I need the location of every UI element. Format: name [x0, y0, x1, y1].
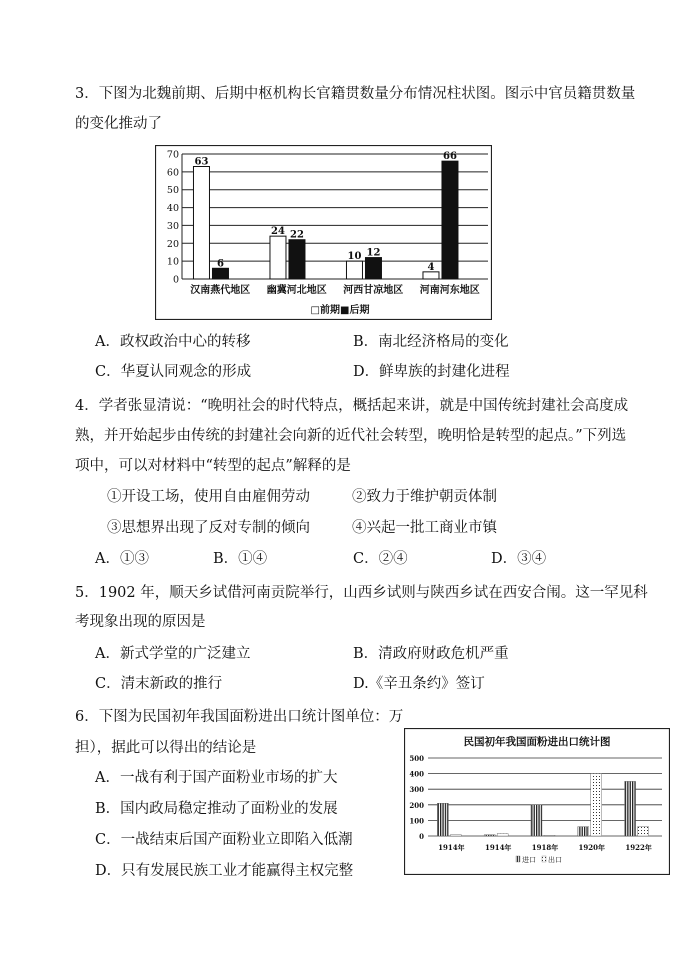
q6-legend-swatch: [542, 856, 546, 862]
q6-bar-进口: [437, 803, 448, 836]
q6-option-b[interactable]: B．国内政局稳定推动了面粉业的发展: [95, 801, 338, 817]
q6-category-label: 1920年: [578, 843, 606, 852]
q5-option-b[interactable]: B．清政府财政危机严重: [353, 646, 509, 662]
q6-legend-label: 进口: [522, 856, 536, 864]
q3-bar-value-label: 6: [216, 258, 224, 270]
q6-y-tick-label: 0: [419, 832, 424, 841]
q4-stem-line2: 熟，并开始起步由传统的封建社会向新的近代社会转型，晚明恰是转型的起点。”下列选: [75, 428, 627, 444]
q6-option-c[interactable]: C．一战结束后国产面粉业立即陷入低潮: [95, 832, 353, 848]
q6-category-label: 1922年: [625, 843, 652, 852]
q4-stem-line3: 项中，可以对材料中“转型的起点”解释的是: [75, 458, 351, 474]
q4-option-d[interactable]: D．③④: [491, 551, 547, 567]
q6-option-d[interactable]: D．只有发展民族工业才能赢得主权完整: [95, 863, 354, 879]
q3-option-a[interactable]: A．政权政治中心的转移: [95, 334, 251, 350]
q3-bar-value-label: 63: [194, 156, 209, 168]
q3-bar-value-label: 12: [366, 247, 381, 259]
q4-option-c[interactable]: C．②④: [353, 551, 408, 567]
q3-bar-前期: [270, 236, 286, 279]
q3-category-label: 河南河东地区: [419, 285, 480, 296]
q6-legend-swatch: [516, 856, 520, 862]
q6-y-tick-label: 200: [409, 800, 424, 810]
q3-option-b[interactable]: B．南北经济格局的变化: [353, 334, 509, 350]
q6-bar-chart: [404, 728, 670, 875]
q3-y-tick-label: 70: [166, 149, 179, 161]
q3-stem-line2: 的变化推动了: [75, 116, 162, 132]
q3-bar-后期: [442, 161, 458, 279]
q3-bar-value-label: 10: [347, 251, 362, 263]
q6-bar-进口: [625, 781, 636, 836]
q6-y-tick-label: 300: [409, 785, 424, 795]
q5-stem-line2: 考现象出现的原因是: [75, 614, 206, 630]
q6-y-tick-label: 400: [409, 769, 424, 779]
q3-category-label: 河西甘凉地区: [343, 285, 404, 296]
q3-bar-后期: [289, 240, 305, 279]
q6-y-tick-label: 100: [409, 816, 424, 826]
q3-bar-前期: [193, 167, 209, 280]
q4-item-1: ①开设工场，使用自由雇佣劳动: [107, 489, 310, 505]
q6-stem-line1: 6．下图为民国初年我国面粉进出口统计图单位：万: [75, 709, 404, 725]
q6-bar-出口: [544, 835, 555, 836]
q3-option-c[interactable]: C．华夏认同观念的形成: [95, 364, 252, 380]
q5-option-c[interactable]: C．清末新政的推行: [95, 676, 223, 692]
q3-y-tick-label: 10: [166, 256, 179, 268]
q3-chart-legend: □前期■后期: [310, 305, 370, 316]
q6-bar-进口: [531, 805, 542, 836]
q5-stem-line1: 5．1902 年，顺天乡试借河南贡院举行，山西乡试则与陕西乡试在西安合闱。这一罕见科: [75, 585, 648, 601]
q6-category-label: 1918年: [531, 843, 559, 852]
q6-bar-出口: [638, 827, 649, 836]
q5-option-d[interactable]: D.《辛丑条约》签订: [353, 676, 485, 692]
q6-stem-line2: 担），据此可以得出的结论是: [75, 740, 257, 756]
q6-y-tick-label: 500: [409, 754, 424, 763]
q3-stem-line1: 3．下图为北魏前期、后期中枢机构长官籍贯数量分布情况柱状图。图示中官员籍贯数量: [75, 86, 636, 102]
q6-legend-label: 出口: [548, 856, 562, 864]
q6-bar-进口: [484, 835, 495, 836]
q3-category-label: 汉南燕代地区: [190, 285, 251, 296]
q4-option-a[interactable]: A．①③: [95, 551, 149, 567]
q3-y-tick-label: 20: [166, 238, 179, 250]
q4-item-4: ④兴起一批工商业市镇: [352, 520, 497, 536]
q6-chart-title: 民国初年我国面粉进出口统计图: [463, 736, 611, 748]
q3-y-tick-label: 40: [166, 203, 179, 215]
q6-category-label: 1914年: [438, 843, 465, 852]
q3-category-label: 幽冀河北地区: [266, 285, 327, 296]
q4-option-b[interactable]: B．①④: [213, 551, 268, 567]
q3-y-tick-label: 0: [172, 274, 179, 286]
q5-option-a[interactable]: A．新式学堂的广泛建立: [95, 646, 251, 662]
q3-bar-前期: [346, 261, 362, 279]
q3-bar-前期: [423, 272, 439, 279]
q3-bar-value-label: 24: [271, 226, 285, 238]
q3-bar-value-label: 66: [443, 151, 457, 163]
q3-y-tick-label: 60: [166, 167, 179, 179]
q4-stem-line1: 4．学者张显清说：“晚明社会的时代特点，概括起来讲，就是中国传统封建社会高度成: [75, 398, 629, 414]
q3-bar-value-label: 22: [290, 229, 304, 241]
q3-bar-value-label: 4: [427, 261, 435, 273]
q4-item-2: ②致力于维护朝贡体制: [352, 489, 497, 505]
q6-bar-出口: [591, 774, 602, 836]
q6-category-label: 1914年: [484, 843, 512, 852]
q6-bar-进口: [578, 827, 589, 836]
q3-y-tick-label: 50: [166, 185, 179, 197]
q6-option-a[interactable]: A．一战有利于国产面粉业市场的扩大: [95, 770, 338, 786]
q3-bar-chart: [155, 145, 492, 320]
q6-bar-出口: [450, 835, 461, 836]
q3-y-tick-label: 30: [166, 220, 179, 232]
q6-bar-出口: [497, 834, 508, 836]
q3-bar-后期: [212, 268, 228, 279]
q3-option-d[interactable]: D．鲜卑族的封建化进程: [353, 364, 510, 380]
q3-bar-后期: [365, 258, 381, 279]
q4-item-3: ③思想界出现了反对专制的倾向: [107, 520, 310, 536]
